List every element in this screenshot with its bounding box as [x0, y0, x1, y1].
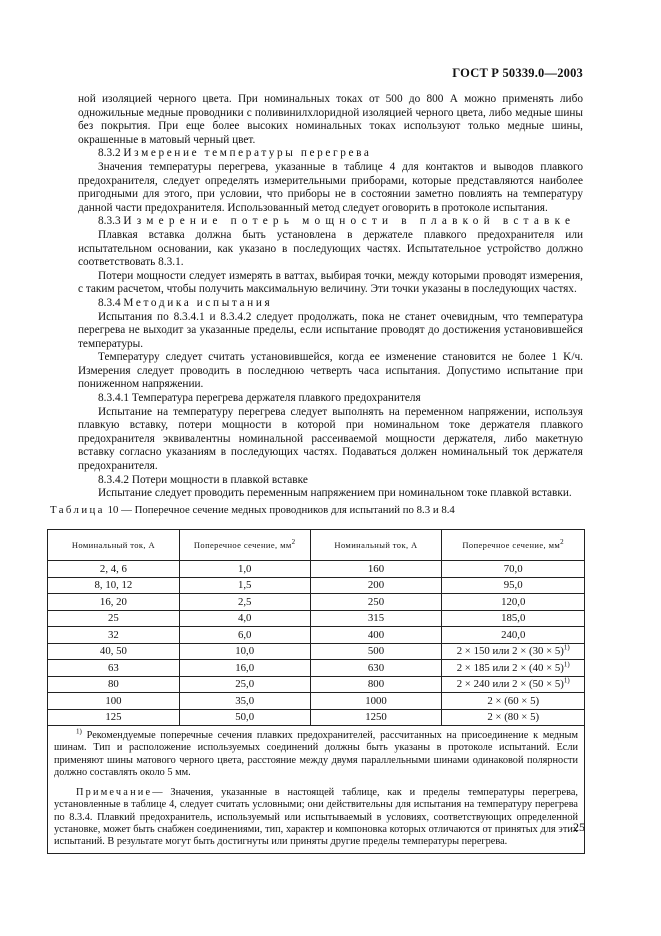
- cross-section-table: [47, 529, 585, 726]
- table-cell: 500: [310, 643, 442, 660]
- table-row: [48, 577, 585, 594]
- body-text: [50, 93, 583, 525]
- table-cell: 240,0: [442, 627, 585, 644]
- table-cell: 70,0: [442, 561, 585, 578]
- table-cell: 95,0: [442, 577, 585, 594]
- table-cell: 25: [48, 610, 180, 627]
- header-cross-section: Поперечное сечение, $мм^2$: [179, 530, 310, 561]
- table-cell: 50,0: [179, 709, 310, 726]
- paragraph: Плавкая вставка должна быть установлена в держателе плавкого предохранителя или испытательном основании, как указано в последующих частях. Испытательное устройство должно соответствовать 8.3.1.: [78, 228, 583, 269]
- table-cell: 6,0: [179, 627, 310, 644]
- paragraph: Потери мощности следует измерять в ваттах, выбирая точки, между которыми проводят измерения, с таким расчетом, чтобы получить максимальную величину. Эти точки указаны в последующих частях.: [78, 269, 583, 296]
- paragraph: Температуру следует считать установившейся, когда ее изменение становится не более 1 K/ч. Измерения следует проводить в последнюю четверть часа испытания. Допустимо испытание при пониженном напряжении.: [78, 351, 583, 391]
- table-row: [48, 676, 585, 693]
- header-rated-current: Номинальный ток, А: [48, 530, 180, 561]
- table-cell: 200: [310, 577, 442, 594]
- table-cell: 185,0: [442, 610, 585, 627]
- table-cell: 10,0: [179, 643, 310, 660]
- table-cell: 32: [48, 627, 180, 644]
- table-row: [48, 627, 585, 644]
- paragraph: Испытание на температуру перегрева следует выполнять на переменном напряжении, используя плавкую вставку, потери мощности в которой при номинальном токе держателя плавкого предохранителя эквивалентны номинальной рассеиваемой мощности держателя, либо макетную вставку согласно указаниям в последующих частях. Подаваться должен номинальный ток держателя предохранителя.: [78, 405, 583, 473]
- table-cell: 120,0: [442, 594, 585, 611]
- table-cell: 630: [310, 660, 442, 677]
- table-cell: 250: [310, 594, 442, 611]
- section-heading-8-3-4-1: 8.3.4.1 Температура перегрева держателя плавкого предохранителя: [98, 392, 421, 405]
- table-row: [48, 561, 585, 578]
- table-row: [48, 693, 585, 710]
- table-cell: 1250: [310, 709, 442, 726]
- table-cell: 63: [48, 660, 180, 677]
- table-cell: 160: [310, 561, 442, 578]
- section-heading-8-3-4-2: 8.3.4.2 Потери мощности в плавкой вставке: [98, 473, 308, 486]
- table-note: Примечание— Значения, указанные в настоящей таблице, как и пределы температуры перегрева, установленные в таблице 4, следует считать условными; они действительны для испытания на температуру перегрева по 8.3.4. Плавкий предохранитель, используемый или испытываемый в условиях, соответствующих определенной установке, может быть снабжен соединениями, тип, характер и компоновка которых отличаются от принятых для этих испытаний. В результате могут быть достигнуты или приняты другие пределы температуры перегрева.: [54, 787, 578, 848]
- section-heading-8-3-2: 8.3.2 Измерение температуры перегрева: [98, 147, 372, 160]
- table-notes: [47, 726, 585, 854]
- table-cell: 125: [48, 709, 180, 726]
- table-cell: 35,0: [179, 693, 310, 710]
- paragraph: Испытания по 8.3.4.1 и 8.3.4.2 следует продолжать, пока не станет очевидным, что температура перегрева не выходит за указанные пределы, если испытание проводят до достижения установившейся температуры.: [78, 310, 583, 350]
- paragraph: Испытание следует проводить переменным напряжением при номинальном токе плавкой вставки.: [98, 487, 572, 500]
- paragraph: ной изоляцией черного цвета. При номинальных токах от 500 до 800 А можно применять либо одножильные медные проводники с поливинилхлоридной изоляцией черного цвета, либо медные шины без покрытия. При еще более высоких номинальных токах используют только медные шины, окрашенные в матовый черный цвет.: [78, 93, 583, 146]
- table-row: [48, 594, 585, 611]
- table-row: [48, 660, 585, 677]
- table-cell: 16, 20: [48, 594, 180, 611]
- table-row: [48, 709, 585, 726]
- table-cell: 800: [310, 676, 442, 693]
- table-cell: 4,0: [179, 610, 310, 627]
- table-10: [47, 529, 585, 854]
- table-caption: Таблица 10 — Поперечное сечение медных проводников для испытаний по 8.3 и 8.4: [50, 503, 455, 516]
- table-cell: 40, 50: [48, 643, 180, 660]
- header-cross-section: Поперечное сечение, $мм^2$: [442, 530, 585, 561]
- table-cell: 8, 10, 12: [48, 577, 180, 594]
- paragraph: Значения температуры перегрева, указанные в таблице 4 для контактов и выводов плавкого предохранителя, следует определять измерительными приборами, которые представляются наиболее пригодными для этого, при условии, что приборы не в состоянии заметно повлиять на температуру данной части предохранителя. Использованный метод следует оговорить в протоколе испытания.: [78, 160, 583, 214]
- document-id: ГОСТ Р 50339.0—2003: [452, 66, 583, 80]
- table-cell: 400: [310, 627, 442, 644]
- table-cell: 2, 4, 6: [48, 561, 180, 578]
- section-heading-8-3-4: 8.3.4 Методика испытания: [98, 296, 273, 309]
- header-rated-current: Номинальный ток, А: [310, 530, 442, 561]
- table-cell: 1,0: [179, 561, 310, 578]
- page-number: 25: [573, 820, 585, 834]
- table-cell: 2 × 185 или $2 \times (40 \times 5)^{1)}$: [442, 660, 585, 677]
- table-cell: 1,5: [179, 577, 310, 594]
- table-cell: 2 × (80 × 5): [442, 709, 585, 726]
- section-heading-8-3-3: 8.3.3 Измерение потерь мощности в плавкой вставке: [98, 215, 576, 228]
- table-cell: 2,5: [179, 594, 310, 611]
- table-cell: 80: [48, 676, 180, 693]
- table-cell: 100: [48, 693, 180, 710]
- table-footnote: $^{1)}$ Рекомендуемые поперечные сечения плавких предохранителей, рассчитанных на присоединение к медным шинам. Тип и расположение используемых соединений должны быть указаны в протоколе испытаний. Если применяют шины матового черного цвета, расстояние между двумя параллельными шинами одинаковой полярности должно составлять около 5 мм.: [54, 727, 578, 778]
- table-cell: 1000: [310, 693, 442, 710]
- table-cell: 2 × 240 или $2 \times (50 \times 5)^{1)}$: [442, 676, 585, 693]
- table-cell: 315: [310, 610, 442, 627]
- table-row: [48, 610, 585, 627]
- table-cell: 16,0: [179, 660, 310, 677]
- table-header-row: [48, 530, 585, 561]
- table-row: [48, 643, 585, 660]
- table-cell: 25,0: [179, 676, 310, 693]
- table-cell: 2 × (60 × 5): [442, 693, 585, 710]
- table-cell: 2 × 150 или $2 \times (30 \times 5)^{1)}$: [442, 643, 585, 660]
